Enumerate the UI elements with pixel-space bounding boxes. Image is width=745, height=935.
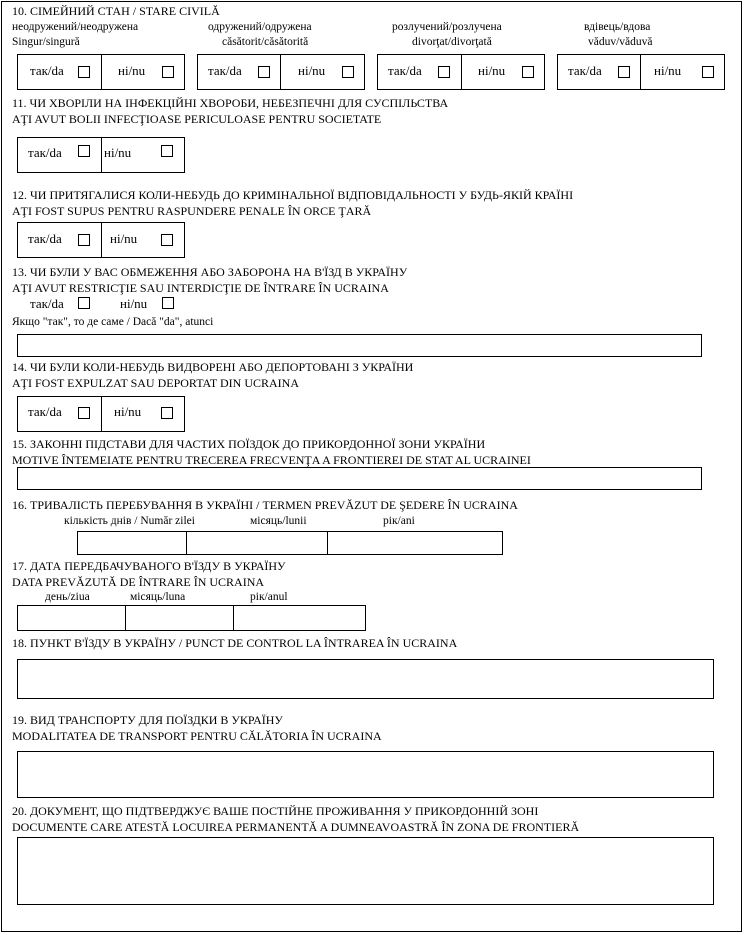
option-yes-label: так/da	[388, 63, 422, 78]
q16-year-label: рік/ani	[383, 515, 415, 527]
q20-title-uk: 20. ДОКУМЕНТ, ЩО ПІДТВЕРДЖУЄ ВАШЕ ПОСТІЙНЕ ПРОЖИВАННЯ У ПРИКОРДОННІЙ ЗОНІ	[12, 804, 539, 818]
status-divorced-ro: divorţat/divorţată	[412, 36, 492, 48]
status-widowed-uk: вдівець/вдова	[584, 21, 651, 33]
option-yes-label: так/da	[28, 231, 62, 246]
marital-single-yes-checkbox[interactable]	[78, 66, 90, 78]
divider	[101, 137, 102, 173]
status-divorced-uk: розлучений/розлучена	[392, 21, 502, 33]
q13-title-uk: 13. ЧИ БУЛИ У ВАС ОБМЕЖЕННЯ АБО ЗАБОРОНА НА В'ЇЗД В УКРАЇНУ	[12, 265, 408, 279]
q16-year-input[interactable]	[327, 531, 503, 555]
q17-day-input[interactable]	[17, 605, 126, 631]
q14-title-ro: AŢI FOST EXPULZAT SAU DEPORTAT DIN UCRAINA	[12, 376, 300, 390]
divider	[461, 54, 462, 90]
q11-title-ro: AŢI AVUT BOLII INFECŢIOASE PERICULOASE PENTRU SOCIETATE	[12, 112, 382, 126]
divider	[101, 396, 102, 432]
divider	[101, 222, 102, 258]
q13-title-ro: AŢI AVUT RESTRICŢIE SAU INTERDICŢIE DE ÎNTRARE ÎN UCRAINA	[12, 281, 389, 295]
status-single-ro: Singur/singură	[12, 36, 80, 48]
option-yes-label: так/da	[30, 296, 64, 311]
divider	[640, 54, 641, 90]
q17-month-label: місяць/luna	[130, 591, 186, 603]
q15-reasons-input[interactable]	[17, 467, 702, 490]
q12-title-uk: 12. ЧИ ПРИТЯГАЛИСЯ КОЛИ-НЕБУДЬ ДО КРИМІНАЛЬНОЇ ВІДПОВІДАЛЬНОСТІ У БУДЬ-ЯКІЙ КРАЇНІ	[12, 188, 574, 202]
q16-days-input[interactable]	[77, 531, 187, 555]
option-no-label: ні/nu	[110, 231, 138, 246]
divider	[280, 54, 281, 90]
q17-title-uk: 17. ДАТА ПЕРЕДБАЧУВАНОГО В'ЇЗДУ В УКРАЇНУ	[12, 559, 286, 573]
q16-month-label: місяць/lunii	[250, 515, 307, 527]
q11-yes-checkbox[interactable]	[78, 145, 90, 157]
status-widowed-ro: văduv/văduvă	[588, 36, 653, 48]
marital-divorced-yes-checkbox[interactable]	[438, 66, 450, 78]
q18-title: 18. ПУНКТ В'ЇЗДУ В УКРАЇНУ / PUNCT DE CONTROL LA ÎNTRAREA ÎN UCRAINA	[12, 636, 458, 650]
q11-no-checkbox[interactable]	[161, 145, 173, 157]
option-no-label: ні/nu	[478, 63, 506, 78]
marital-married-no-checkbox[interactable]	[342, 66, 354, 78]
q16-days-label: кількість днів / Număr zilei	[64, 515, 195, 527]
q12-no-checkbox[interactable]	[161, 234, 173, 246]
status-married-uk: одружений/одружена	[208, 21, 312, 33]
q17-year-label: рік/anul	[250, 591, 288, 603]
option-no-label: ні/nu	[654, 63, 682, 78]
marital-widowed-no-checkbox[interactable]	[702, 66, 714, 78]
status-married-ro: căsătorit/căsătorită	[222, 36, 309, 48]
q17-month-input[interactable]	[125, 605, 234, 631]
q16-month-input[interactable]	[186, 531, 328, 555]
q12-title-ro: AŢI FOST SUPUS PENTRU RASPUNDERE PENALE ÎN ORCE ŢARĂ	[12, 204, 372, 218]
option-no-label: ні/nu	[114, 404, 142, 419]
q14-title-uk: 14. ЧИ БУЛИ КОЛИ-НЕБУДЬ ВИДВОРЕНІ АБО ДЕПОРТОВАНІ З УКРАЇНИ	[12, 360, 414, 374]
q12-yes-checkbox[interactable]	[78, 234, 90, 246]
marital-single-no-checkbox[interactable]	[162, 66, 174, 78]
marital-widowed-yes-checkbox[interactable]	[618, 66, 630, 78]
q20-document-input[interactable]	[17, 837, 714, 905]
q16-title: 16. ТРИВАЛІСТЬ ПЕРЕБУВАННЯ В УКРАЇНІ / TERMEN PREVĂZUT DE ŞEDERE ÎN UCRAINA	[12, 498, 518, 512]
q19-title-ro: MODALITATEA DE TRANSPORT PENTRU CĂLĂTORIA ÎN UCRAINA	[12, 729, 382, 743]
option-no-label: ні/nu	[120, 296, 148, 311]
q19-title-uk: 19. ВИД ТРАНСПОРТУ ДЛЯ ПОЇЗДКИ В УКРАЇНУ	[12, 713, 283, 727]
marital-married-yes-checkbox[interactable]	[258, 66, 270, 78]
option-yes-label: так/da	[28, 404, 62, 419]
q14-yes-checkbox[interactable]	[78, 407, 90, 419]
q10-title: 10. СІМЕЙНИЙ СТАН / STARE CIVILĂ	[12, 4, 220, 18]
q17-title-ro: DATA PREVĂZUTĂ DE ÎNTRARE ÎN UCRAINA	[12, 575, 265, 589]
q14-no-checkbox[interactable]	[161, 407, 173, 419]
q13-followup-label: Якщо "так", то де саме / Dacă "da", atunci	[12, 316, 214, 328]
option-yes-label: так/da	[208, 63, 242, 78]
option-no-label: ні/nu	[104, 145, 132, 160]
q13-where-input[interactable]	[17, 334, 702, 357]
q15-title-ro: MOTIVE ÎNTEMEIATE PENTRU TRECEREA FRECVENŢA A FRONTIEREI DE STAT AL UCRAINEI	[12, 453, 531, 467]
q15-title-uk: 15. ЗАКОННІ ПІДСТАВИ ДЛЯ ЧАСТИХ ПОЇЗДОК ДО ПРИКОРДОННОЇ ЗОНИ УКРАЇНИ	[12, 437, 486, 451]
option-yes-label: так/da	[568, 63, 602, 78]
option-no-label: ні/nu	[298, 63, 326, 78]
option-yes-label: так/da	[28, 145, 62, 160]
option-yes-label: так/da	[30, 63, 64, 78]
status-single-uk: неодружений/неодружена	[12, 21, 139, 33]
marital-divorced-no-checkbox[interactable]	[522, 66, 534, 78]
q11-title-uk: 11. ЧИ ХВОРІЛИ НА ІНФЕКЦІЙНІ ХВОРОБИ, НЕБЕЗПЕЧНІ ДЛЯ СУСПІЛЬСТВА	[12, 96, 449, 110]
q20-title-ro: DOCUMENTE CARE ATESTĂ LOCUIREA PERMANENTĂ A DUMNEAVOASTRĂ ÎN ZONA DE FRONTIERĂ	[12, 820, 580, 834]
q13-yes-checkbox[interactable]	[78, 297, 90, 309]
q19-transport-input[interactable]	[17, 751, 714, 798]
q13-no-checkbox[interactable]	[162, 297, 174, 309]
q17-year-input[interactable]	[233, 605, 366, 631]
q18-checkpoint-input[interactable]	[17, 659, 714, 699]
divider	[101, 54, 102, 90]
q17-day-label: день/ziua	[45, 591, 90, 603]
option-no-label: ні/nu	[118, 63, 146, 78]
